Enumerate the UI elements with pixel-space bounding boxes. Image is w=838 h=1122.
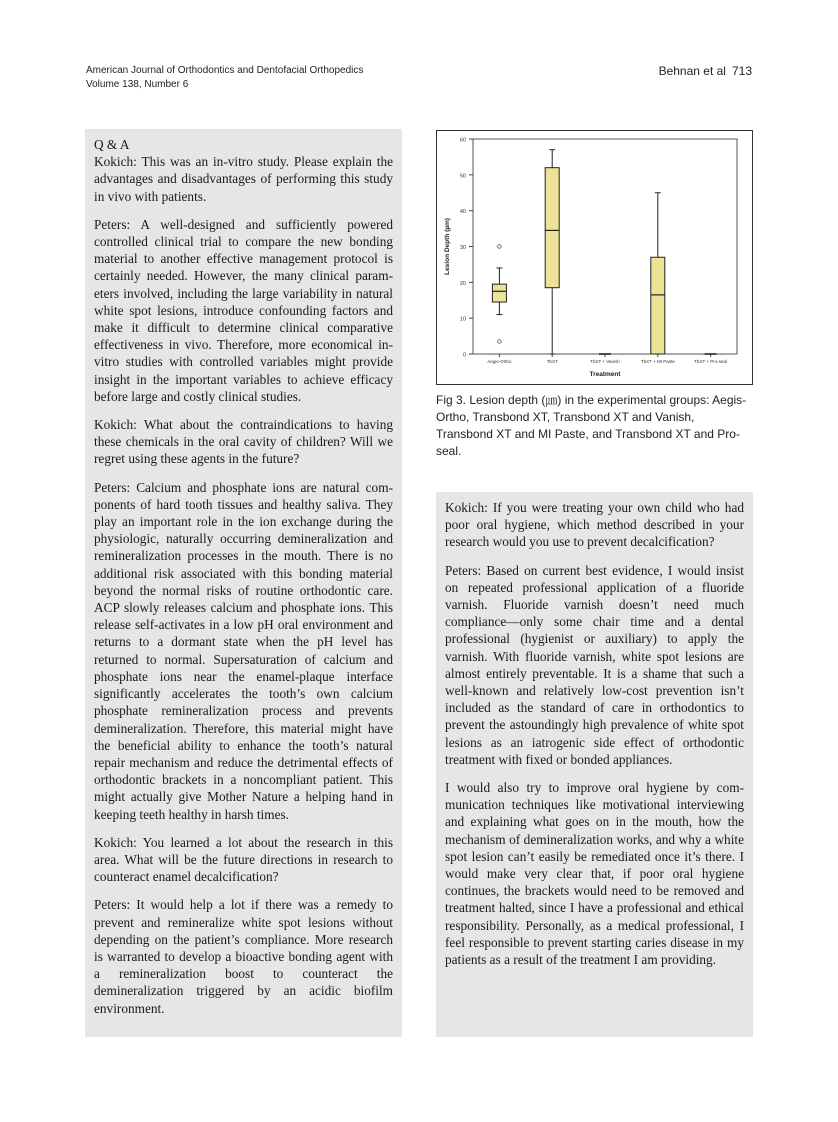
qa-heading: Q & A [94, 137, 130, 152]
x-tick-label: TbXT + MI Paste [640, 359, 675, 364]
journal-title: American Journal of Orthodontics and Dentofacial Orthopedics [86, 65, 364, 76]
y-tick-label: 60 [459, 137, 466, 144]
boxplot-chart [437, 131, 752, 384]
y-tick-label: 10 [459, 316, 466, 323]
qa-paragraph: Kokich: If you were treating your own child who had poor oral hygiene, which method described in your research would you use to prevent decalcification? [445, 500, 744, 550]
outlier-point [498, 340, 502, 344]
running-header-page [659, 64, 752, 78]
page-number: 713 [731, 64, 752, 78]
x-tick-label: Aegis-Ortho [487, 359, 512, 364]
x-tick-label: TbXT [546, 359, 558, 364]
running-header-journal [86, 64, 363, 92]
author-line: Behnan et al [658, 64, 726, 78]
x-tick-label: TbXT + Pro-seal [694, 359, 728, 364]
qa-paragraph: I would also try to improve oral hygiene by communication techniques like motivational interviewing and explaining what goes on in the mouth, how the mechanism of demineralization works, and why a white spot lesion can’t easily be remediated once it’s there. I would make very clear that, if poor oral hygiene continues, the brackets would need to be removed and treatment halted, since I have a professional and ethical responsibility. Personally, as a medical professional, I feel responsible to prevent starting caries disease in my patients as a result of the treatment I am providing. [445, 780, 744, 968]
x-axis-label: Treatment [589, 371, 621, 378]
qa-paragraph: Peters: It would help a lot if there was a remedy to prevent and remineralize white spot lesions without depending on the patient’s compliance. More research is warranted to develop a bioactive bonding agent with a remineralization boost to counteract the demineralization triggered by an acidic biofilm environment. [94, 897, 393, 1016]
qa-box-right [436, 492, 753, 1037]
box [545, 168, 559, 288]
qa-paragraph: Peters: Calcium and phosphate ions are natural components of hard tooth tissues and healthy saliva. They play an important role in the ion exchange during the physiologic, naturally occurring demineralization and remineralization processes in the mouth. There is no additional risk associated with this bonding material beyond the normal risks of routine orthodontic care. ACP slowly releases calcium and phosphate ions. This release self-activates in a low pH oral environment and returns to a dormant state when the pH level has returned to normal. Supersaturation of calcium and phosphate ions near the enamel-plaque interface significantly accelerates the tooth’s own calcium phosphate remineralization process and prevents demineralization. Therefore, this material might have the beneficial ability to enhance the tooth’s natural repair mechanism and reduce the detrimental effects of orthodontic brackets in a noncompliant patient. This might actually give Mother Nature a helping hand in keeping teeth healthy in harsh times. [94, 479, 393, 822]
qa-paragraph: Peters: A well-designed and sufficiently powered controlled clinical trial to compare the new bonding material to another effective management protocol is certainly needed. However, the many clinical parameters involved, including the large variability in natural white spot lesions, introduce confounding factors and make it difficult to determine clinical comparative effectiveness in vivo. Therefore, more economical in-vitro studies with controlled variables might provide insight in the important variables to achieve efficacy before large and costly clinical studies. [94, 216, 393, 404]
y-tick-label: 50 [459, 173, 466, 180]
figure-chart [436, 130, 753, 385]
qa-box-left [85, 129, 402, 1037]
y-tick-label: 30 [459, 245, 466, 251]
qa-paragraph: Kokich: What about the contraindications to having these chemicals in the oral cavity of children? Will we regret using these agents in the future? [94, 417, 393, 467]
outlier-point [498, 245, 502, 249]
box [492, 284, 506, 302]
box [651, 257, 665, 354]
y-tick-label: 40 [459, 209, 466, 216]
figure-caption: Fig 3. Lesion depth (㎛) in the experimental groups: Aegis-Ortho, Transbond XT, Transbond XT and Vanish, Transbond XT and MI Paste, and Transbond XT and Pro-seal. [436, 393, 747, 458]
journal-volume: Volume 138, Number 6 [86, 79, 189, 90]
y-tick-label: 20 [459, 280, 466, 287]
x-tick-label: TbXT + Vanish [590, 359, 620, 364]
qa-paragraph: Kokich: You learned a lot about the research in this area. What will be the future directions in research to counteract enamel decalcification? [94, 834, 393, 885]
qa-paragraph: Kokich: This was an in-vitro study. Please explain the advantages and disadvantages of performing this study in vivo with patients. [94, 154, 393, 204]
y-tick-label: 0 [462, 352, 466, 359]
qa-paragraph: Peters: Based on current best evidence, I would insist on repeated professional application of a fluoride varnish. Fluoride varnish doesn’t need much compliance—only some chair time and a dental professional (hygienist or auxiliary) to apply the varnish. With fluoride varnish, white spot lesions are almost entirely preventable. It is a shame that such a well-known and relatively low-cost prevention isn’t included as the standard of care in orthodontics to prevent the astoundingly high prevalence of white spot lesions as an iatrogenic side effect of orthodontic treatment with fixed or bonded appliances. [445, 562, 744, 767]
plot-frame [473, 139, 737, 354]
y-axis-label: Lesion Depth (µm) [444, 218, 451, 275]
